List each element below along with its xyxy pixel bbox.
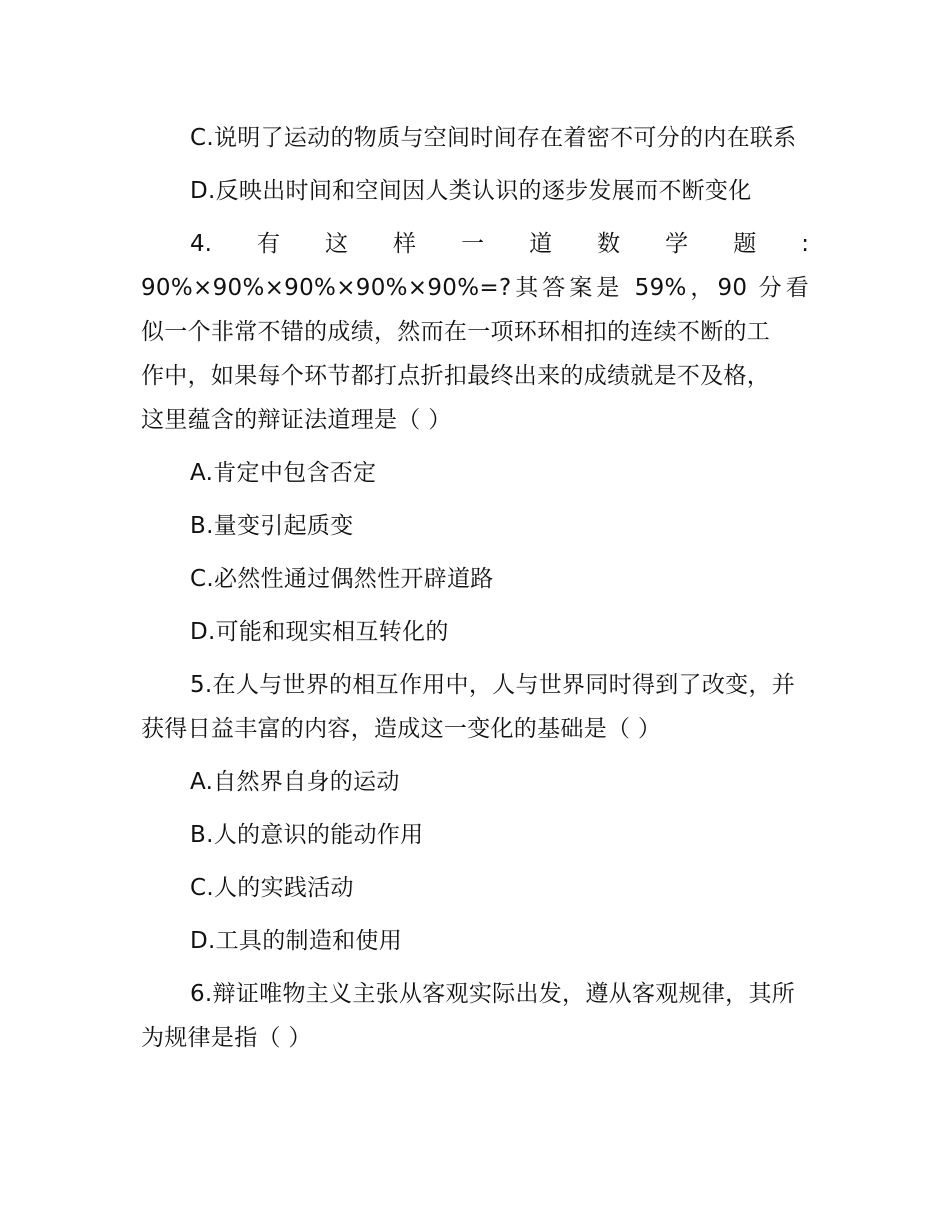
q4-head-char: 一: [461, 231, 485, 257]
q4-head-char: 道: [529, 231, 553, 257]
option-a-q4: A.肯定中包含否定: [190, 460, 377, 486]
option-c-q3: C.说明了运动的物质与空间时间存在着密不可分的内在联系: [190, 125, 797, 151]
q4-head-char: 样: [393, 231, 417, 257]
q4-line: 作中，如果每个环节都打点折扣最终出来的成绩就是不及格，: [141, 363, 771, 389]
q4-line: 90%×90%×90%×90%×90%=?其答案是 59%，90 分看: [141, 275, 809, 301]
option-a-q5: A.自然界自身的运动: [190, 769, 400, 795]
option-c-q5: C.人的实践活动: [190, 875, 354, 901]
question-5: 5.在人与世界的相互作用中，人与世界同时得到了改变，并获得日益丰富的内容，造成这一变化的基础是（ ）: [141, 672, 796, 742]
q4-head-char: 学: [665, 231, 689, 257]
option-c-q4: C.必然性通过偶然性开辟道路: [190, 566, 494, 592]
q4-line: 这里蕴含的辩证法道理是（ ）: [141, 407, 452, 433]
document-page: [141, 116, 809, 1069]
question-4-heading: [141, 222, 809, 266]
option-b-q4: B.量变引起质变: [190, 513, 354, 539]
q4-head-char: :: [801, 231, 809, 257]
option-d-q4: D.可能和现实相互转化的: [190, 619, 449, 645]
option-d-q5: D.工具的制造和使用: [190, 928, 403, 954]
q4-head-char: 4.: [190, 231, 212, 257]
q4-head-char: 这: [325, 231, 349, 257]
option-d-q3: D.反映出时间和空间因人类认识的逐步发展而不断变化: [190, 178, 752, 204]
q4-head-char: 数: [597, 231, 621, 257]
q4-line: 似一个非常不错的成绩，然而在一项环环相扣的连续不断的工: [141, 319, 771, 345]
option-b-q5: B.人的意识的能动作用: [190, 822, 424, 848]
question-6: 6.辩证唯物主义主张从客观实际出发，遵从客观规律，其所为规律是指（ ）: [141, 981, 796, 1051]
question-4-body: [141, 266, 809, 442]
q4-head-char: 题: [733, 231, 757, 257]
q4-head-char: 有: [256, 231, 280, 257]
